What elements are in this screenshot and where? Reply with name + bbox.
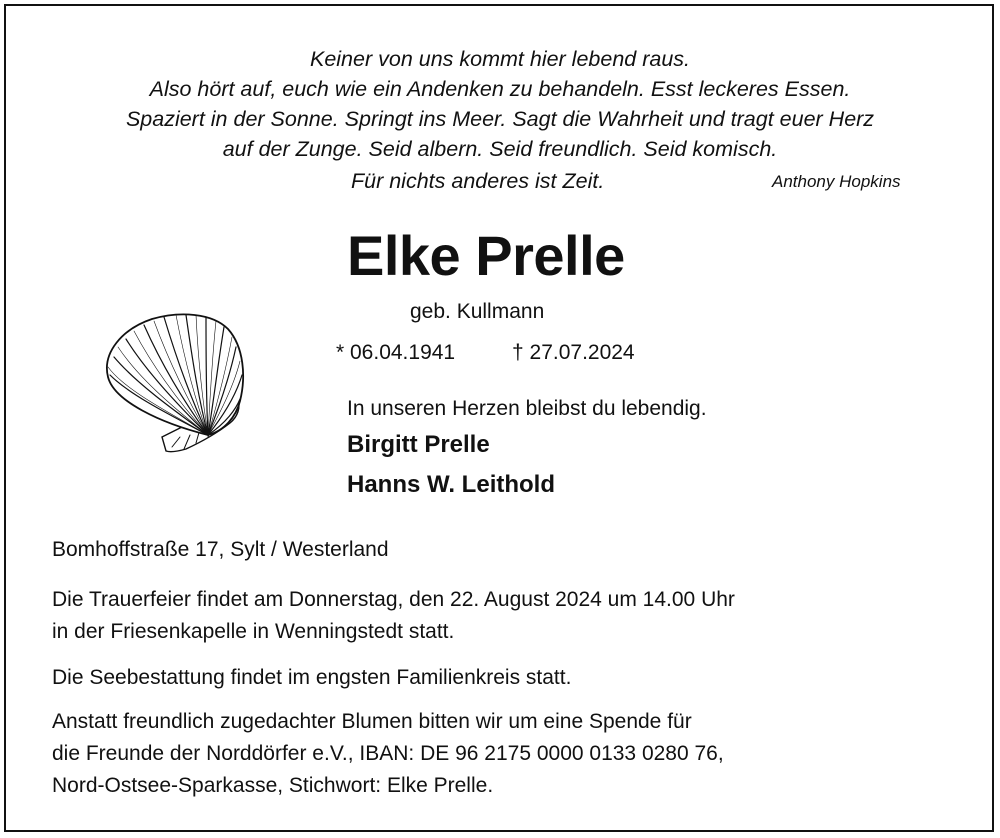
- funeral-line-2: in der Friesenkapelle in Wenningstedt statt.: [52, 620, 455, 643]
- birth-date: * 06.04.1941: [336, 341, 456, 364]
- donation-line-2: die Freunde der Norddörfer e.V., IBAN: DE 96 2175 0000 0133 0280 76,: [52, 742, 724, 765]
- donation-line-3: Nord-Ostsee-Sparkasse, Stichwort: Elke Prelle.: [52, 774, 494, 797]
- mourner-2: Hanns W. Leithold: [347, 471, 555, 498]
- donation-line-1: Anstatt freundlich zugedachter Blumen bitten wir um eine Spende für: [52, 710, 692, 733]
- address: Bomhoffstraße 17, Sylt / Westerland: [52, 538, 389, 561]
- quote-line-5: Für nichts anderes ist Zeit.: [351, 169, 605, 193]
- funeral-line-1: Die Trauerfeier findet am Donnerstag, den 22. August 2024 um 14.00 Uhr: [52, 588, 735, 611]
- burial-info: Die Seebestattung findet im engsten Familienkreis statt.: [52, 666, 572, 689]
- scallop-shell-icon: [100, 305, 250, 465]
- motto: In unseren Herzen bleibst du lebendig.: [347, 397, 707, 420]
- quote-line-1: Keiner von uns kommt hier lebend raus.: [309, 47, 691, 71]
- quote-line-2: Also hört auf, euch wie ein Andenken zu behandeln. Esst leckeres Essen.: [149, 77, 851, 101]
- mourner-1: Birgitt Prelle: [347, 431, 490, 458]
- death-date: † 27.07.2024: [512, 341, 635, 364]
- quote-author: Anthony Hopkins: [772, 172, 901, 191]
- deceased-name: Elke Prelle: [347, 224, 625, 287]
- born-name: geb. Kullmann: [410, 300, 545, 323]
- quote-line-4: auf der Zunge. Seid albern. Seid freundlich. Seid komisch.: [222, 137, 778, 161]
- quote-line-3: Spaziert in der Sonne. Springt ins Meer. Sagt die Wahrheit und tragt euer Herz: [125, 107, 875, 131]
